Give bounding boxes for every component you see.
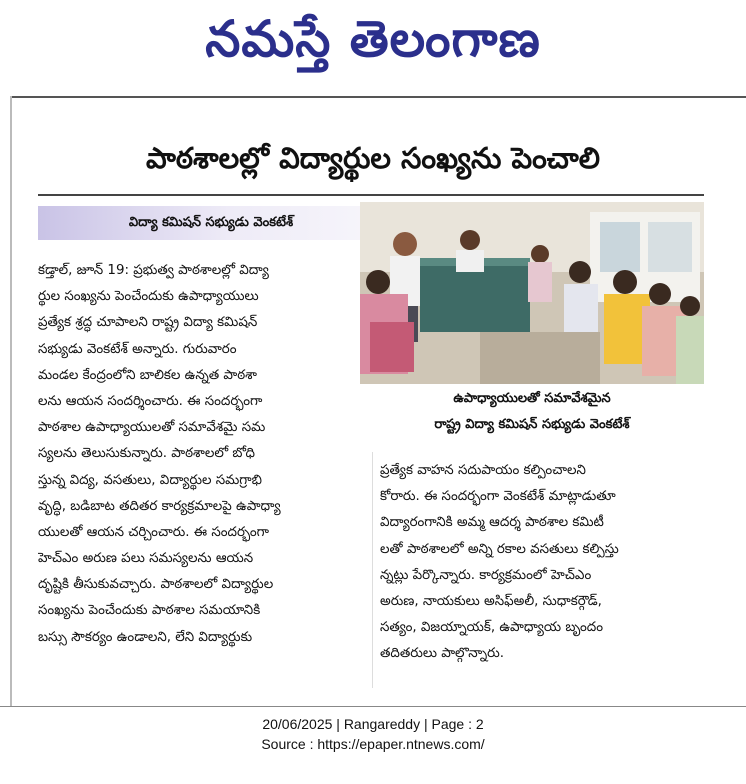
body-line: లను ఆయన సందర్శించారు. ఈ సందర్భంగా: [38, 393, 263, 409]
body-line: ప్రత్యేక శ్రద్ధ చూపాలని రాష్ట్ర విద్యా కమిషన్: [38, 315, 258, 331]
article-body-left-column: [38, 258, 358, 651]
body-line: పాఠశాల ఉపాధ్యాయులతో సమావేశమై సమ: [38, 420, 266, 436]
column-divider: [372, 452, 373, 688]
body-line: మండల కేంద్రంలోని బాలికల ఉన్నత పాఠశా: [38, 367, 257, 383]
body-line: లతో పాఠశాలలో అన్ని రకాల వసతులు కల్పిస్తు: [380, 541, 619, 557]
body-line: విద్యారంగానికి అమ్మ ఆదర్శ పాఠశాల కమిటీ: [380, 515, 604, 531]
newspaper-masthead: నమస్తే తెలంగాణ: [205, 10, 541, 68]
article-body-right-column: [380, 458, 706, 668]
footer-meta: 20/06/2025 | Rangareddy | Page : 2: [262, 716, 484, 732]
headline-divider: [38, 194, 704, 196]
meeting-photo-illustration: [360, 202, 704, 384]
body-line: ప్రత్యేక వాహన సదుపాయం కల్పించాలని: [380, 463, 586, 478]
body-line: సభ్యుడు వెంకటేశ్ అన్నారు. గురువారం: [38, 341, 237, 357]
body-line: న్నట్లు పేర్కొన్నారు. కార్యక్రమంలో హెచ్ఎం: [380, 567, 592, 583]
body-line: అరుణ, నాయకులు అసిఫ్అలీ, సుధాకర్గౌడ్,: [380, 593, 602, 609]
body-line: సంఖ్యను పెంచేందుకు పాఠశాల సమయానికి: [38, 603, 261, 619]
body-line: తదితరులు పాల్గొన్నారు.: [380, 646, 504, 662]
masthead-divider: [10, 96, 746, 98]
article-kicker: విద్యా కమిషన్ సభ్యుడు వెంకటేశ్: [128, 215, 294, 230]
article-frame: [10, 96, 12, 706]
body-line: వృద్ధి, బడిబాట తదితర కార్యక్రమాలపై ఉపాధ్యా: [38, 498, 281, 514]
body-line: కోరారు. ఈ సందర్భంగా వెంకటేశ్ మాట్లాడుతూ: [380, 489, 616, 505]
body-line: బస్సు సౌకర్యం ఉండాలని, లేని విద్యార్థుకు: [38, 629, 253, 645]
photo-caption: [360, 386, 704, 442]
footer-source-link[interactable]: Source : https://epaper.ntnews.com/: [261, 736, 485, 752]
body-line: స్యలను తెలుసుకున్నారు. పాఠశాలలో బోధి: [38, 446, 255, 462]
photo-caption-line: రాష్ట్ర విద్యా కమిషన్ సభ్యుడు వెంకటేశ్: [434, 417, 630, 432]
body-line: సత్యం, విజయ్నాయక్, ఉపాధ్యాయ బృందం: [380, 620, 603, 636]
photo-caption-line: ఉపాధ్యాయులతో సమావేశమైన: [453, 391, 611, 406]
body-line: స్తున్న విద్య, వసతులు, విద్యార్థుల సమగ్రాభి: [38, 472, 262, 488]
article-headline: పాఠశాలల్లో విద్యార్థుల సంఖ్యను పెంచాలి: [145, 141, 601, 175]
body-line: యులతో ఆయన చర్చించారు. ఈ సందర్భంగా: [38, 524, 269, 540]
body-line: కడ్తాల్, జూన్ 19: ప్రభుత్వ పాఠశాలల్లో విద్యా: [38, 263, 269, 278]
body-line: ర్థుల సంఖ్యను పెంచేందుకు ఉపాధ్యాయులు: [38, 289, 259, 305]
page-footer: [0, 714, 746, 754]
body-line: హెచ్ఎం అరుణ పలు సమస్యలను ఆయన: [38, 551, 254, 567]
footer-divider: [0, 706, 746, 707]
body-line: దృష్టికి తీసుకువచ్చారు. పాఠశాలలో విద్యార్థుల: [38, 577, 274, 593]
article-photo: [360, 202, 704, 384]
